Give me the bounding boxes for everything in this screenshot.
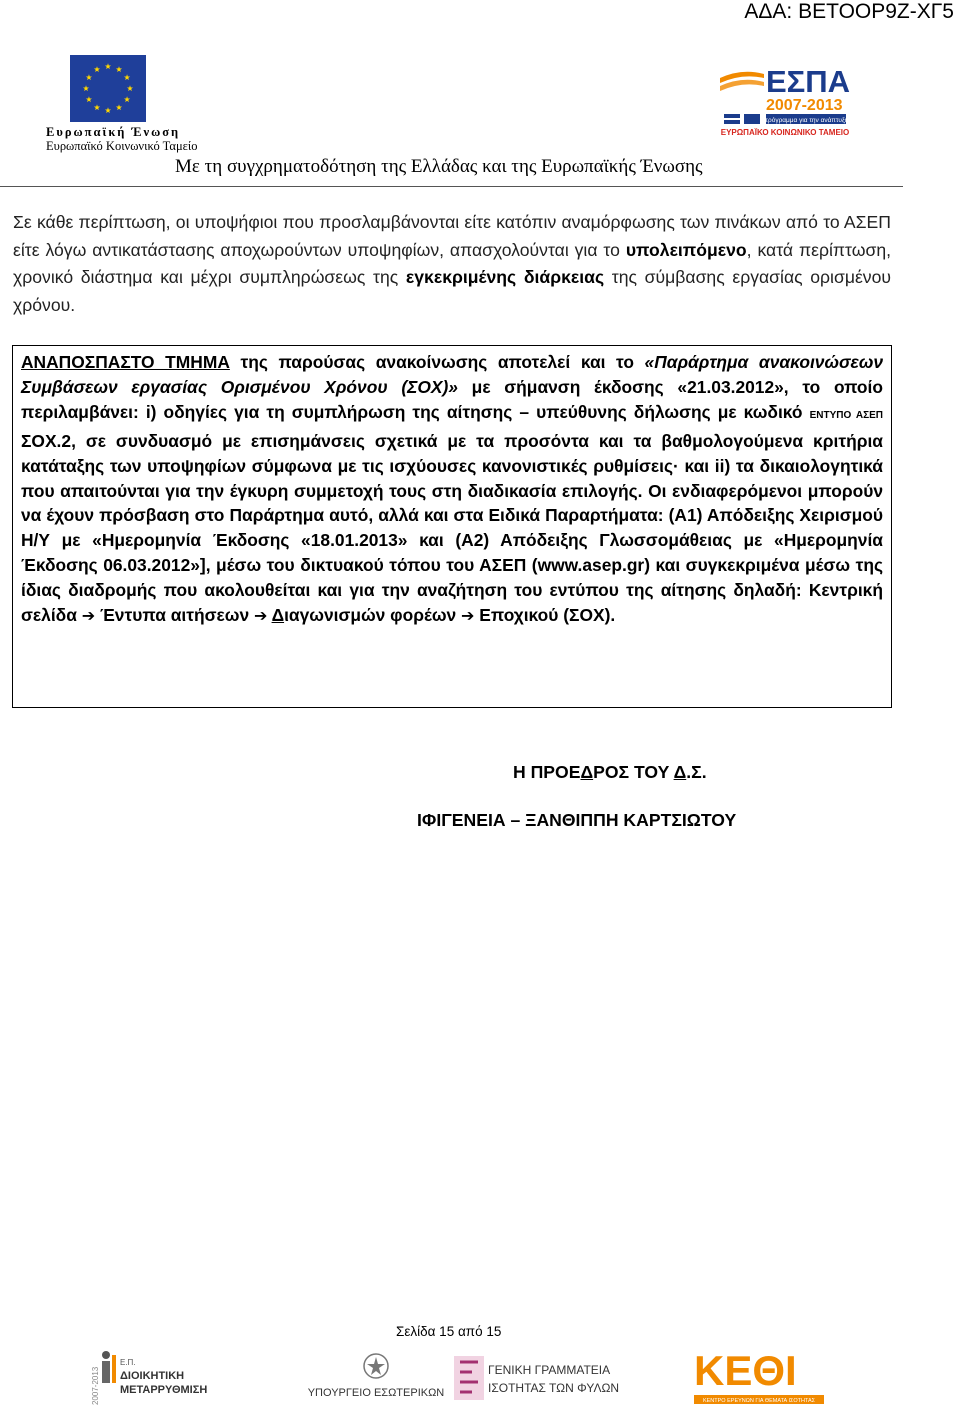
page-number: Σελίδα 15 από 15 <box>396 1324 502 1339</box>
kethi-logo <box>690 1345 830 1407</box>
svg-text:ΚΕΝΤΡΟ ΕΡΕΥΝΩΝ ΓΙΑ ΘΕΜΑΤΑ ΙΣΟΤ: ΚΕΝΤΡΟ ΕΡΕΥΝΩΝ ΓΙΑ ΘΕΜΑΤΑ ΙΣΟΤΗΤΑΣ <box>702 1398 816 1404</box>
svg-text:ΚΕΘΙ: ΚΕΘΙ <box>694 1347 797 1394</box>
espa-logo <box>720 64 850 138</box>
administrative-reform-logo <box>92 1347 214 1409</box>
svg-text:ΔΙΟΙΚΗΤΙΚΗ: ΔΙΟΙΚΗΤΙΚΗ <box>120 1370 185 1382</box>
svg-text:2007-2013: 2007-2013 <box>91 1366 100 1405</box>
svg-text:ΕΣΠΑ: ΕΣΠΑ <box>766 64 851 99</box>
eu-name: Ευρωπαϊκή Ένωση <box>46 125 181 139</box>
header-rule <box>0 186 903 187</box>
arrow-right-icon: ➔ <box>81 606 96 626</box>
svg-text:ΓΕΝΙΚΗ ΓΡΑΜΜΑΤΕΙΑ: ΓΕΝΙΚΗ ΓΡΑΜΜΑΤΕΙΑ <box>488 1363 611 1377</box>
svg-text:ΥΠΟΥΡΓΕΙΟ ΕΣΩΤΕΡΙΚΩΝ: ΥΠΟΥΡΓΕΙΟ ΕΣΩΤΕΡΙΚΩΝ <box>307 1387 445 1399</box>
cofunding-line: Με τη συγχρηματοδότηση της Ελλάδας και της Ευρωπαϊκής Ένωσης <box>175 156 703 177</box>
paragraph-hiring-rules: Σε κάθε περίπτωση, οι υποψήφιοι που προσλαμβάνονται είτε κατόπιν αναμόρφωσης των πινάκων από το ΑΣΕΠ είτε λόγω αντικατάστασης αποχωρούντων υποψηφίων, απασχολούνται για το υπολειπόμενο, κατά περίπτωση, χρονικό διάστημα και μέχρι συμπληρώσεως της εγκεκριμένης διάρκειας της σύμβασης εργασίας ορισμένου χρόνου. <box>13 212 892 315</box>
arrow-right-icon: ➔ <box>253 606 268 626</box>
ada-code: ΑΔΑ: ΒΕΤΟΟΡ9Ζ-ΧΓ5 <box>744 0 954 23</box>
svg-text:ΕΥΡΩΠΑΪΚΟ ΚΟΙΝΩΝΙΚΟ ΤΑΜΕΙΟ: ΕΥΡΩΠΑΪΚΟ ΚΟΙΝΩΝΙΚΟ ΤΑΜΕΙΟ <box>720 128 850 137</box>
eu-flag-logo <box>70 55 146 122</box>
eu-fund: Ευρωπαϊκό Κοινωνικό Ταμείο <box>46 139 198 153</box>
gender-equality-secretariat-logo <box>452 1350 620 1406</box>
signer-title: Η ΠΡΟΕΔΡΟΣ ΤΟΥ Δ.Σ. <box>513 762 707 782</box>
svg-text:ΜΕΤΑΡΡΥΘΜΙΣΗ: ΜΕΤΑΡΡΥΘΜΙΣΗ <box>120 1384 208 1396</box>
svg-text:Ε.Π.: Ε.Π. <box>120 1358 136 1367</box>
interior-ministry-logo <box>306 1350 446 1406</box>
arrow-right-icon: ➔ <box>461 606 475 626</box>
svg-text:πρόγραμμα για την ανάπτυξη: πρόγραμμα για την ανάπτυξη <box>763 117 849 124</box>
svg-text:2007-2013: 2007-2013 <box>766 97 843 114</box>
detachable-section-text: ΑΝΑΠΟΣΠΑΣΤΟ ΤΜΗΜΑ της παρούσας ανακοίνωσης αποτελεί και το «Παράρτημα ανακοινώσεων Συμβάσεων εργασίας Ορισμένου Χρόνου (ΣΟΧ)» με σήμανση έκδοσης «21.03.2012», το οποίο περιλαμβάνει: i) οδηγίες για τη συμπλήρωση της αίτησης – υπεύθυνης δήλωσης με κωδικό ΕΝΤΥΠΟ ΑΣΕΠ ΣΟΧ.2, σε συνδυασμό με επισημάνσεις σχετικά με τα προσόντα και τα βαθμολογούμενα κριτήρια κατάταξης των υποψηφίων σύμφωνα με τις ισχύουσες κανονιστικές ρυθμίσεις· και ii) τα δικαιολογητικά που απαιτούνται για την έγκυρη συμμετοχή τους στη διαδικασία επιλογής. Οι ενδιαφερόμενοι μπορούν να έχουν πρόσβαση στο Παράρτημα αυτό, αλλά και στα Ειδικά Παραρτήματα: (Α1) Απόδειξης Χειρισμού Η/Υ με «Ημερομηνία Έκδοσης «18.01.2013» και (Α2) Απόδειξης Γλωσσομάθειας με «Ημερομηνία Έκδοσης 06.03.2012»], μέσω του δικτυακού τόπου του ΑΣΕΠ (www.asep.gr) και συγκεκριμένα μέσω της ίδιας διαδρομής που ακολουθείται και για την αναζήτηση του εντύπου της αίτησης δηλαδή: Κεντρική σελίδα ➔ Έντυπα αιτήσεων ➔ Διαγωνισμών φορέων ➔ Εποχικού (ΣΟΧ). <box>21 352 884 626</box>
signer-name: ΙΦΙΓΕΝΕΙΑ – ΞΑΝΘΙΠΠΗ ΚΑΡΤΣΙΩΤΟΥ <box>417 810 737 830</box>
svg-text:ΙΣΟΤΗΤΑΣ ΤΩΝ ΦΥΛΩΝ: ΙΣΟΤΗΤΑΣ ΤΩΝ ΦΥΛΩΝ <box>488 1381 620 1395</box>
